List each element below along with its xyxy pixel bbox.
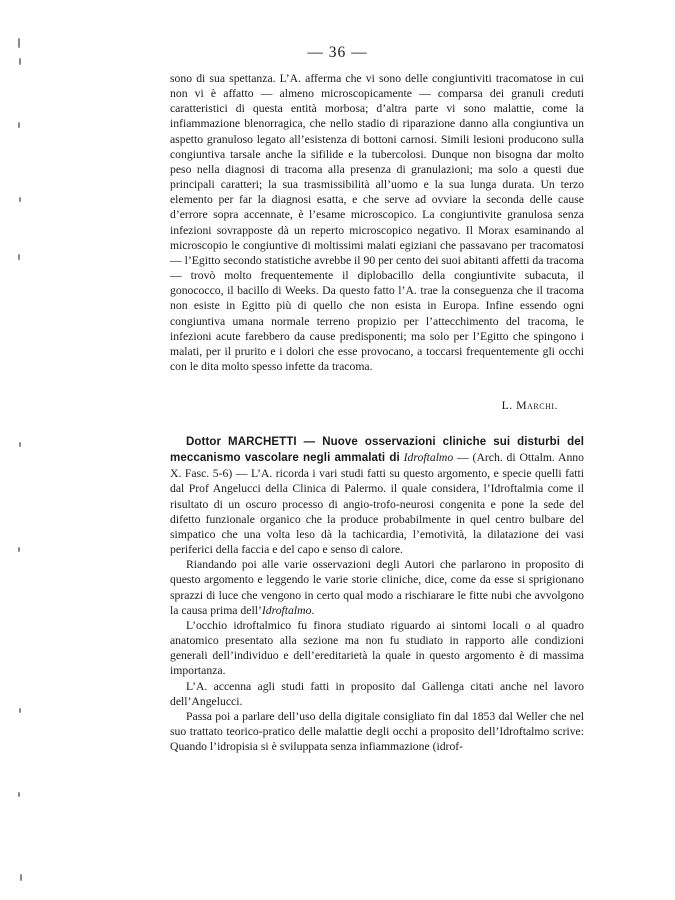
review-title: Nuove osservazioni cliniche sui disturbi del meccanismo vascolare negli ammalati di [170,436,584,465]
margin-mark [18,792,20,797]
margin-mark [19,197,21,202]
review-author: Dottor MARCHETTI [186,436,297,448]
margin-mark [19,708,21,713]
margin-mark [18,122,20,128]
margin-mark [19,442,21,447]
review-marchi [170,71,584,374]
review-body: sono di sua spettanza. L’A. afferma che vi sono delle congiuntiviti tracomatose in cui non vi è affatto — almeno microscopicamente — comparsa dei granuli creduti caratteristici di questa entità morbosa; d’altra parte vi sono malattie, come la infiammazione blenorragica, che nello stadio di riparazione danno alla congiuntiva un aspetto granuloso legato all’esistenza di bottoni carnosi. Simili lesioni producono sulla congiuntiva tarsale anche la sifilide e la tubercolosi. Dunque non bisogna dar molto peso nella diagnosi di tracoma alla presenza di granulazioni; ma solo a questi due principali caratteri; la sua trasmissibilità all’uomo e la sua lunga durata. Un terzo elemento per far la diagnosi esatta, e che serve ad ovviare la seconda delle cause d’errore sopra accennate, è l’esame microscopico. La congiuntivite granulosa senza infezioni sovrapposte dà un reperto microscopico negativo. Il Morax esaminando al microscopio le congiuntive di moltissimi malati egiziani che passavano per tracomatosi — l’Egitto secondo statistiche avrebbe il 90 per cento dei suoi abitanti affetti da tracoma — trovò molto frequentemente il diplobacillo della congiuntivite subacuta, il gonococco, il bacillo di Weeks. Da questo fatto l’A. trae la conseguenza che il tracoma non esiste in Egitto più di quello che non esista in Europa. Infine essendo ogni congiuntiva umana normale terreno propizio per l’attecchimento del tracoma, le infezioni acute farebbero da cause predisponenti; ma solo per l’Egitto che spingono i malati, per il prurito e i dolori che esse provocano, a toccarsi frequentemente gli occhi con le dita molto spesso infette da tracoma. [170,72,584,373]
margin-mark [20,874,22,881]
review-paragraph: Passa poi a parlare dell’uso della digitale consigliato fin dal 1853 dal Weller che nel suo trattato teorico-pratico delle malattie degli occhi a proposito dell’Idroftalmo scrive: Quando l’idropisia si è sviluppata senza infiammazione (idrof- [170,709,584,754]
page-number: — 36 — [307,44,368,61]
review-signature [170,398,558,413]
margin-mark [18,547,20,552]
review-dash: — [296,436,323,448]
review-title-term: Idroftalmo [403,451,454,465]
review-citation: — (Arch. di Ottalm. Anno X. Fasc. 5-6) — L’A. ricorda i vari studi fatti su questo argomento, e specie quelli fatti dal Prof Angelucci della Clinica di Palermo. il quale considera, l’Idroftalmia come il risultato di un oscuro processo di angio-trofo-neurosi congenita e pone la sede del difetto funzionale organico che la produce probabilmente in quel centro bulbare del simpatico che una volta leso dà la tachicardia, l’emotività, la dilatazione dei vasi periferici della faccia e del capo e senso di calore. [170,451,584,557]
term-idroftalmo: Idroftalmo [261,603,312,617]
signature-text: L. Marchi. [501,398,558,412]
review-paragraph: L’occhio idroftalmico fu finora studiato riguardo ai sintomi locali o al quadro anatomico presentato alla sezione ma non fu studiato in rapporto alle condizioni generali dell’individuo e dell’ereditarietà la quale in questo argomento è di massima importanza. [170,618,584,678]
margin-mark [18,254,20,260]
review-paragraph: L’A. accenna agli studi fatti in proposito dal Gallenga citati anche nel lavoro dell’Angelucci. [170,679,584,708]
review-marchetti [170,434,584,754]
review-paragraph: Riandando poi alle varie osservazioni degli Autori che parlarono in proposito di questo argomento e leggendo le varie storie cliniche, dice, come da esse si sprigionano sprazzi di luce che vengono in certo qual modo a rischiarare le fitte nubi che avvolgono la causa prima dell’Idroftalmo. [170,558,584,617]
review-heading-paragraph [170,434,584,557]
